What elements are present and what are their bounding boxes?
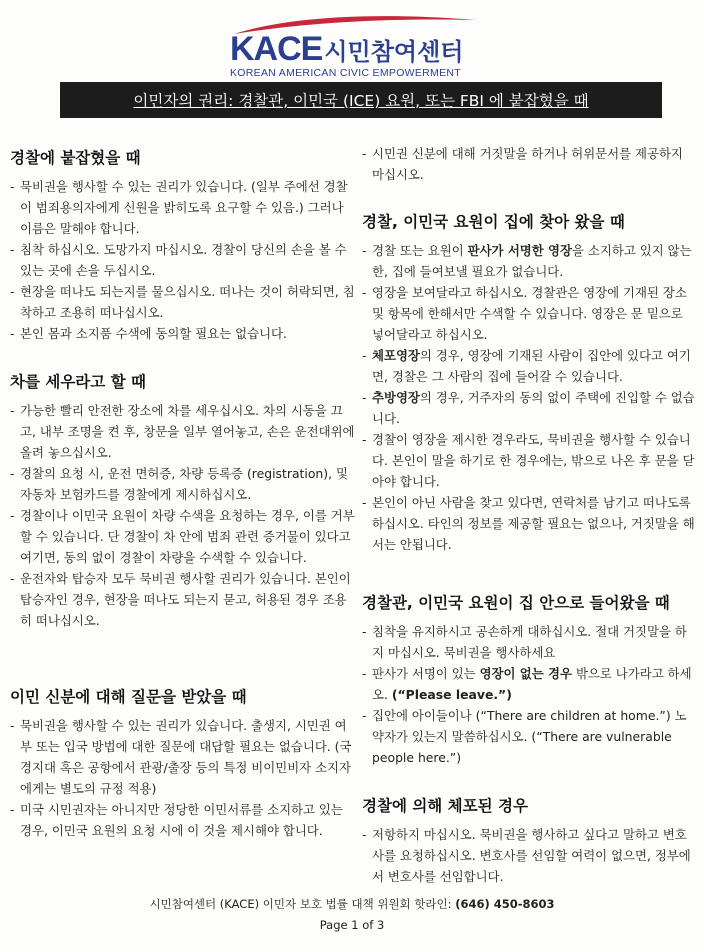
section-continued [362,143,697,185]
title-bar [60,82,662,118]
list-item: - 추방영장의 경우, 거주자의 동의 없이 주택에 진입할 수 없습니다. [362,390,695,426]
list-item: - 침착 하십시오. 도망가지 마십시오. 경찰이 당신의 손을 볼 수 있는 곳에 손을 두십시오. [10,242,347,278]
page-title: 이민자의 권리: 경찰관, 이민국 (ICE) 요원, 또는 FBI 에 붙잡혔을 때 [133,92,589,110]
page-number: Page 1 of 3 [319,918,385,932]
kace-logo [230,14,480,79]
section-police-stop [10,148,355,344]
footer-hotline: 시민참여센터 (KACE) 이민자 보호 법률 대책 위원회 핫라인: (646) 450-8603 [149,897,555,911]
list-item: - 가능한 빨리 안전한 장소에 차를 세우십시오. 차의 시동을 끄고, 내부 조명을 켠 후, 창문을 일부 열어놓고, 손은 운전대위에 올려 놓으십시오. [10,403,355,460]
list-item: - 체포영장의 경우, 영장에 기재된 사람이 집안에 있다고 여기면, 경찰은 그 사람의 집에 들어갈 수 있습니다. [362,348,691,384]
hotline-number: (646) 450-8603 [455,897,555,911]
section-heading: 이민 신분에 대해 질문을 받았을 때 [10,688,247,706]
section-arrested [362,796,697,887]
section-agents-inside [362,593,697,768]
list-item: - 운전자와 탑승자 모두 묵비권 행사할 권리가 있습니다. 본인이 탑승자인 경우, 현장을 떠나도 되는지 묻고, 허용된 경우 조용히 떠나십시오. [10,571,351,628]
section-car-stop [10,372,355,631]
list-item: - 집안에 아이들이나 (“There are children at home.”) 노약자가 있는지 말씀하십시오. (“There are vulnerable people here.”) [362,708,687,765]
list-item: - 판사가 서명이 있는 영장이 없는 경우 밖으로 나가라고 하세오. (“Please leave.”) [362,666,692,702]
section-heading: 차를 세우라고 할 때 [10,373,146,391]
list-item: - 저항하지 마십시오. 묵비권을 행사하고 싶다고 말하고 변호사를 요청하십시오. 변호사를 선임할 여력이 없으면, 정부에서 변호사를 선임합니다. [362,827,691,884]
list-item: - 경찰이나 이민국 요원이 차량 수색을 요청하는 경우, 이를 거부할 수 있습니다. 단 경찰이 차 안에 범죄 관련 증거물이 있다고 여기면, 동의 없이 경찰이 차량을 수색할 수 있습니다. [10,508,355,565]
list-item: - 미국 시민권자는 아니지만 정당한 이민서류를 소지하고 있는 경우, 이민국 요원의 요청 시에 이 것을 제시해야 합니다. [10,802,343,838]
list-item: - 경찰이 영장을 제시한 경우라도, 묵비권을 행사할 수 있습니다. 본인이 말을 하기로 한 경우에는, 밖으로 나온 후 문을 닫아야 합니다. [362,432,695,489]
section-heading: 경찰, 이민국 요원이 집에 찾아 왔을 때 [362,213,625,231]
list-item: - 본인이 아닌 사람을 찾고 있다면, 연락처를 남기고 떠나도록 하십시오. 타인의 정보를 제공할 필요는 없으나, 거짓말을 해서는 안됩니다. [362,495,695,552]
section-heading: 경찰관, 이민국 요원이 집 안으로 들어왔을 때 [362,594,670,612]
list-item: - 경찰의 요청 시, 운전 면허증, 차량 등록증 (registration), 및 자동차 보험카드를 경찰에게 제시하십시오. [10,466,348,502]
list-item: - 침착을 유지하시고 공손하게 대하십시오. 절대 거짓말을 하지 마십시오. 묵비권을 행사하세요 [362,624,687,660]
list-item: - 묵비권을 행사할 수 있는 권리가 있습니다. 출생지, 시민권 여부 또는 입국 방법에 대한 질문에 대답할 필요는 없습니다. (국경지대 혹은 공항에서 관광/출장 등의 특정 비이민비자 소지자에게는 별도의 규정 적용) [10,718,352,796]
section-heading: 경찰에 붙잡혔을 때 [10,149,141,167]
section-immigration-status [10,687,355,841]
list-item: - 본인 몸과 소지품 수색에 동의할 필요는 없습니다. [10,326,287,341]
list-item: - 묵비권을 행사할 수 있는 권리가 있습니다. (일부 주에선 경찰이 범죄용의자에게 신원을 밝히도록 요구할 수 있음.) 그러나 이름은 말해야 합니다. [10,179,348,236]
logo-wordmark [230,32,463,66]
section-home-visit [362,212,697,555]
logo-brand-korean: 시민참여센터 [324,38,464,66]
section-heading: 경찰에 의해 체포된 경우 [362,797,528,815]
list-item: - 경찰 또는 요원이 판사가 서명한 영장을 소지하고 있지 않는 한, 집에 들여보낼 필요가 없습니다. [362,243,692,279]
list-item: - 시민권 신분에 대해 거짓말을 하거나 허위문서를 제공하지 마십시오. [362,146,683,182]
list-item: - 영장을 보여달라고 하십시오. 경찰관은 영장에 기재된 장소 및 항목에 한해서만 수색할 수 있습니다. 영장은 문 밑으로 넣어달라고 하십시오. [362,285,687,342]
logo-brand: KACE [230,30,323,68]
logo-subtitle: KOREAN AMERICAN CIVIC EMPOWERMENT [230,67,462,79]
list-item: - 현장을 떠나도 되는지를 물으십시오. 떠나는 것이 허락되면, 침착하고 조용히 떠나십시오. [10,284,355,320]
